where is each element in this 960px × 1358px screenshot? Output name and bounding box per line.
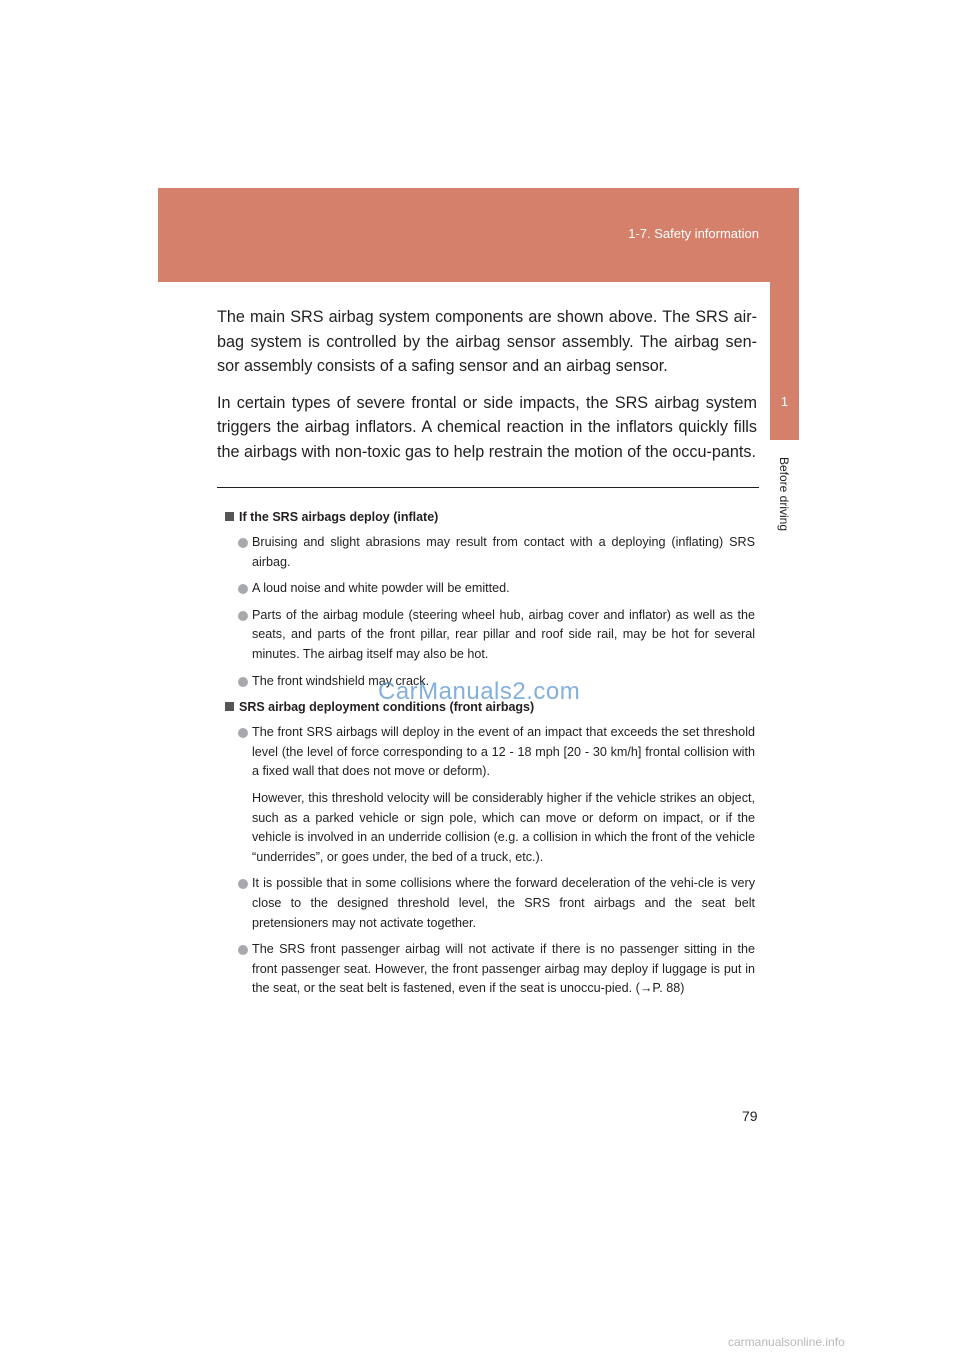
square-bullet-icon — [225, 702, 234, 711]
bullet-text: The front windshield may crack. — [252, 673, 430, 688]
bullet-text: The SRS front passenger airbag will not activate if there is no passenger sitting in the front passenger seat. However, the front passenger airbag may deploy if luggage is put in the seat, or the seat belt is fastened, even if the seat is unoccu-pied. (→P. 88) — [252, 942, 755, 996]
circle-bullet-icon — [238, 611, 248, 621]
circle-bullet-icon — [238, 677, 248, 687]
bullet-item — [225, 874, 755, 933]
bullet-text: Bruising and slight abrasions may result from contact with a deploying (inflating) SRS airbag. — [252, 535, 755, 569]
circle-bullet-icon — [238, 584, 248, 594]
page-number: 79 — [742, 1108, 758, 1124]
bullet-text: A loud noise and white powder will be emitted. — [252, 581, 510, 596]
note-group-conditions — [225, 698, 755, 999]
bullet-text: It is possible that in some collisions where the forward deceleration of the vehi-cle is very close to the designed threshold level, the SRS front airbags and the seat belt pretensioners may not activate together. — [252, 876, 755, 930]
bullet-item — [225, 606, 755, 665]
note-heading-text: SRS airbag deployment conditions (front airbags) — [239, 700, 535, 715]
note-heading — [225, 508, 755, 526]
circle-bullet-icon — [238, 728, 248, 738]
bullet-item — [225, 579, 755, 599]
circle-bullet-icon — [238, 538, 248, 548]
footer-watermark: carmanualsonline.info — [728, 1335, 845, 1349]
bullet-item — [225, 533, 755, 572]
intro-paragraph: In certain types of severe frontal or side impacts, the SRS airbag system triggers the airbag inflators. A chemical reaction in the inflators quickly fills the airbags with non-toxic gas to help restrain the motion of the occu-pants. — [217, 393, 757, 461]
bullet-item — [225, 723, 755, 782]
site-watermark: CarManuals2.com — [378, 678, 581, 705]
note-group-deploy — [225, 508, 755, 691]
intro-paragraph: The main SRS airbag system components are shown above. The SRS air-bag system is controlled by the airbag sensor assembly. The airbag sen-sor assembly consists of a safing sensor and an airbag sensor. — [217, 308, 757, 375]
bullet-text: The front SRS airbags will deploy in the event of an impact that exceeds the set threshold level (the level of force corresponding to a 12 - 18 mph [20 - 30 km/h] frontal collision with a fixed wall that does not move or deform). — [252, 725, 755, 779]
bullet-continuation-text: However, this threshold velocity will be considerably higher if the vehicle strikes an object, such as a parked vehicle or sign pole, which can move or deform on impact, or if the vehicle is involved in an underride collision (e.g. a collision in which the front of the vehicle “underrides”, or goes under, the bed of a truck, etc.). — [252, 790, 755, 864]
circle-bullet-icon — [238, 945, 248, 955]
bullet-text: Parts of the airbag module (steering wheel hub, airbag cover and inflator) as well as the seats, and parts of the front pillar, rear pillar and roof side rail, may be hot for several minutes. The airbag itself may also be hot. — [252, 607, 755, 661]
section-title: 1-7. Safety information — [628, 226, 759, 241]
chapter-label: Before driving — [777, 456, 791, 532]
chapter-tab — [770, 282, 799, 440]
square-bullet-icon — [225, 512, 234, 521]
section-header-band — [158, 188, 799, 282]
circle-bullet-icon — [238, 879, 248, 889]
chapter-number: 1 — [780, 394, 789, 409]
section-divider — [217, 487, 759, 488]
note-heading-text: If the SRS airbags deploy (inflate) — [239, 510, 439, 524]
notes-section — [225, 508, 755, 1006]
bullet-item — [225, 940, 755, 999]
intro-section — [217, 305, 757, 476]
chapter-label-container — [769, 450, 799, 550]
